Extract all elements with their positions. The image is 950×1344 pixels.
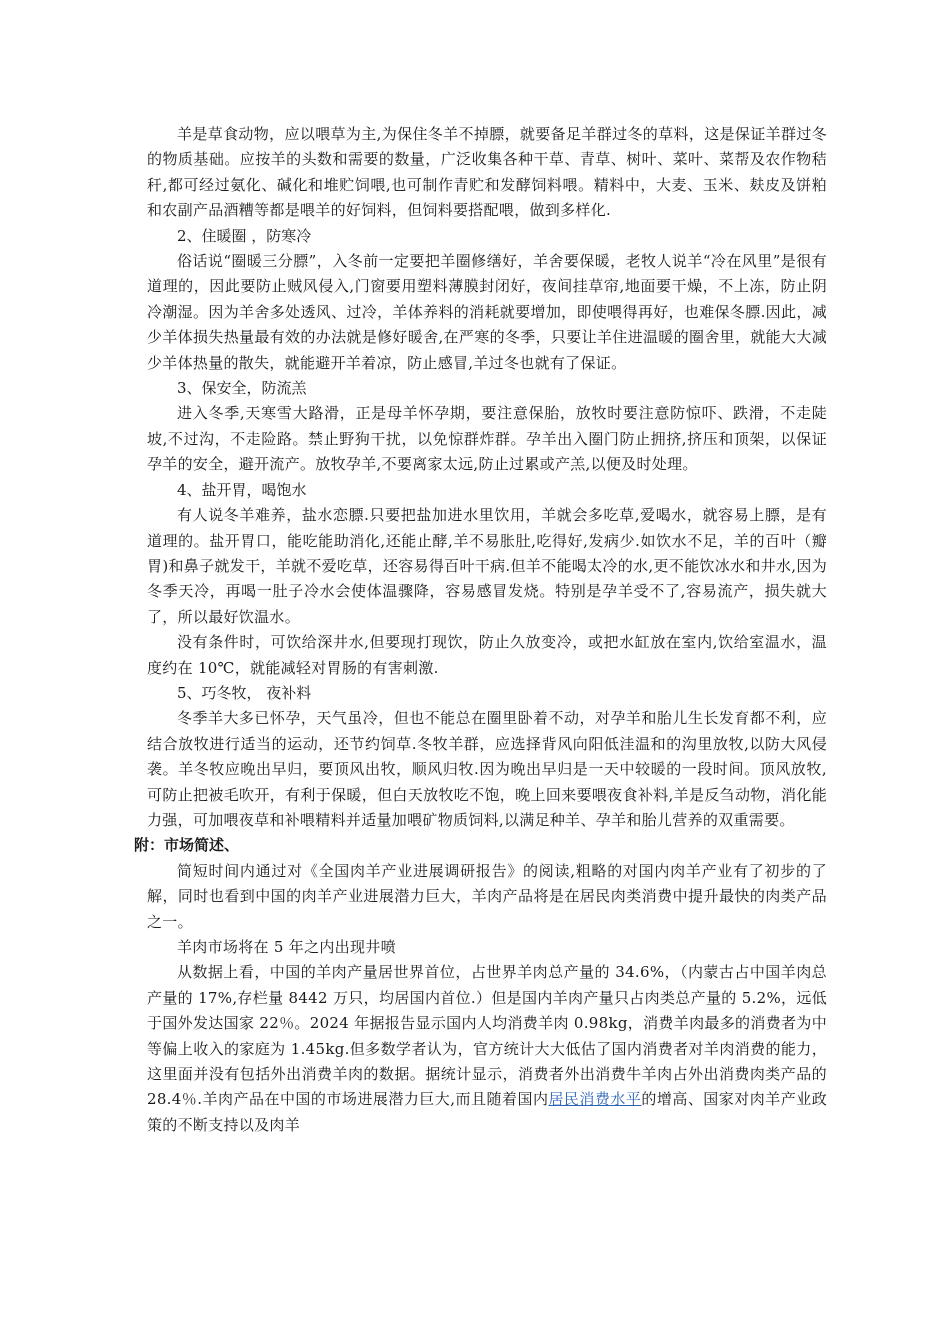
- paragraph-market-intro: 简短时间内通过对《全国肉羊产业进展调研报告》的阅读,粗略的对国内肉羊产业有了初步的了解，同时也看到中国的肉羊产业进展潜力巨大，羊肉产品将是在居民肉类消费中提升最快的肉类产品之一。: [147, 861, 827, 931]
- paragraph-feed: 羊是草食动物，应以喂草为主,为保住冬羊不掉膘，就要备足羊群过冬的草料，这是保证羊群过冬的物质基础。应按羊的头数和需要的数量，广泛收集各种干草、青草、树叶、菜叶、菜帮及农作物秸秆,都可经过氨化、碱化和堆贮饲喂,也可制作青贮和发酵饲料喂。精料中，大麦、玉米、麸皮及饼粕和农副产品酒糟等都是喂羊的好饲料，但饲料要搭配喂，做到多样化.: [147, 125, 827, 220]
- paragraph-salt-water: 有人说冬羊难养，盐水恋膘.只要把盐加进水里饮用，羊就会多吃草,爱喝水，就容易上膘，是有道理的。盐开胃口，能吃能助消化,还能止酵,羊不易胀肚,吃得好,发病少.如饮水不足，羊的百叶（瓣胃)和鼻子就发干，羊就不爱吃草，还容易得百叶干病.但羊不能喝太冷的水,更不能饮冰水和井水,因为冬季天冷，再喝一肚子冷水会使体温骤降，容易感冒发烧。特别是孕羊受不了,容易流产，损失就大了，所以最好饮温水。: [147, 506, 827, 626]
- market-data-text-end: 的增高、国家对肉羊产业政策的不断支持以及肉羊: [147, 1090, 827, 1134]
- paragraph-safety: 进入冬季,天寒雪大路滑，正是母羊怀孕期，要注意保胎，放牧时要注意防惊吓、跌滑，不走陡坡,不过沟，不走险路。禁止野狗干扰，以免惊群炸群。孕羊出入圈门防止拥挤,挤压和顶架，以保证孕羊的安全，避开流产。放牧孕羊,不要离家太远,防止过累或产羔,以便及时处理。: [147, 404, 827, 474]
- section-heading-salt-water: 4、盐开胃，喝饱水: [177, 480, 307, 499]
- paragraph-market-heading: 羊肉市场将在 5 年之内出现井喷: [177, 938, 396, 956]
- paragraph-well-water: 没有条件时，可饮给深井水,但要现打现饮，防止久放变冷，或把水缸放在室内,饮给室温水，温度约在 10℃，就能减轻对胃肠的有害刺激.: [147, 633, 827, 677]
- document-body: [134, 122, 827, 1138]
- paragraph-winter-grazing: 冬季羊大多已怀孕，天气虽冷，但也不能总在圈里卧着不动，对孕羊和胎儿生长发育都不利，应结合放牧进行适当的运动，还节约饲草.冬牧羊群，应选择背风向阳低洼温和的沟里放牧,以防大风侵袭。羊冬牧应晚出早归，要顶风出牧，顺风归牧.因为晚出早归是一天中较暖的一段时间。顶风放牧,可防止把被毛吹开，有利于保暖，但白天放牧吃不饱，晚上回来要喂夜食补料,羊是反刍动物，消化能力强，可加喂夜草和补喂精料并适量加喂矿物质饲料,以满足种羊、孕羊和胎儿营养的双重需要。: [147, 709, 827, 829]
- market-data-text: 从数据上看，中国的羊肉产量居世界首位，占世界羊肉总产量的 34.6%，（内蒙古占中国羊肉总产量的 17%,存栏量 8442 万只，均居国内首位.）但是国内羊肉产量只占肉类总产量的 5.2%，远低于国外发达国家 22％。2024 年据报告显示国内人均消费羊肉 0.98kg，消费羊肉最多的消费者为中等偏上收入的家庭为 1.45kg.但多数学者认为，官方统计大大低估了国内消费者对羊肉消费的能力，这里面并没有包括外出消费羊肉的数据。据统计显示，消费者外出消费牛羊肉占外出消费肉类产品的 28.4％.羊肉产品在中国的市场进展潜力巨大,而且随着国内: [147, 963, 827, 1109]
- paragraph-warm-pen: 俗话说“圈暖三分膘”，入冬前一定要把羊圈修缮好，羊舍要保暖，老牧人说羊“冷在风里”是很有道理的，因此要防止贼风侵入,门窗要用塑料薄膜封闭好，夜间挂草帘,地面要干燥，不上冻，防止阴冷潮湿。因为羊舍多处透风、过冷，羊体养料的消耗就要增加，即使喂得再好，也难保冬膘.因此，减少羊体损失热量最有效的办法就是修好暖舍,在严寒的冬季，只要让羊住进温暖的圈舍里，就能大大减少羊体热量的散失，就能避开羊着凉，防止感冒,羊过冬也就有了保证。: [147, 252, 827, 372]
- section-heading-winter-grazing: 5、巧冬牧， 夜补料: [177, 683, 312, 702]
- section-heading-safety: 3、保安全，防流羔: [177, 379, 307, 398]
- section-heading-warm-pen: 2、住暖圈 ，防寒冷: [177, 226, 312, 245]
- appendix-title: 附：市场简述、: [134, 836, 240, 855]
- consumption-level-link[interactable]: 居民消费水平: [548, 1090, 642, 1109]
- paragraph-market-data: [147, 960, 827, 1138]
